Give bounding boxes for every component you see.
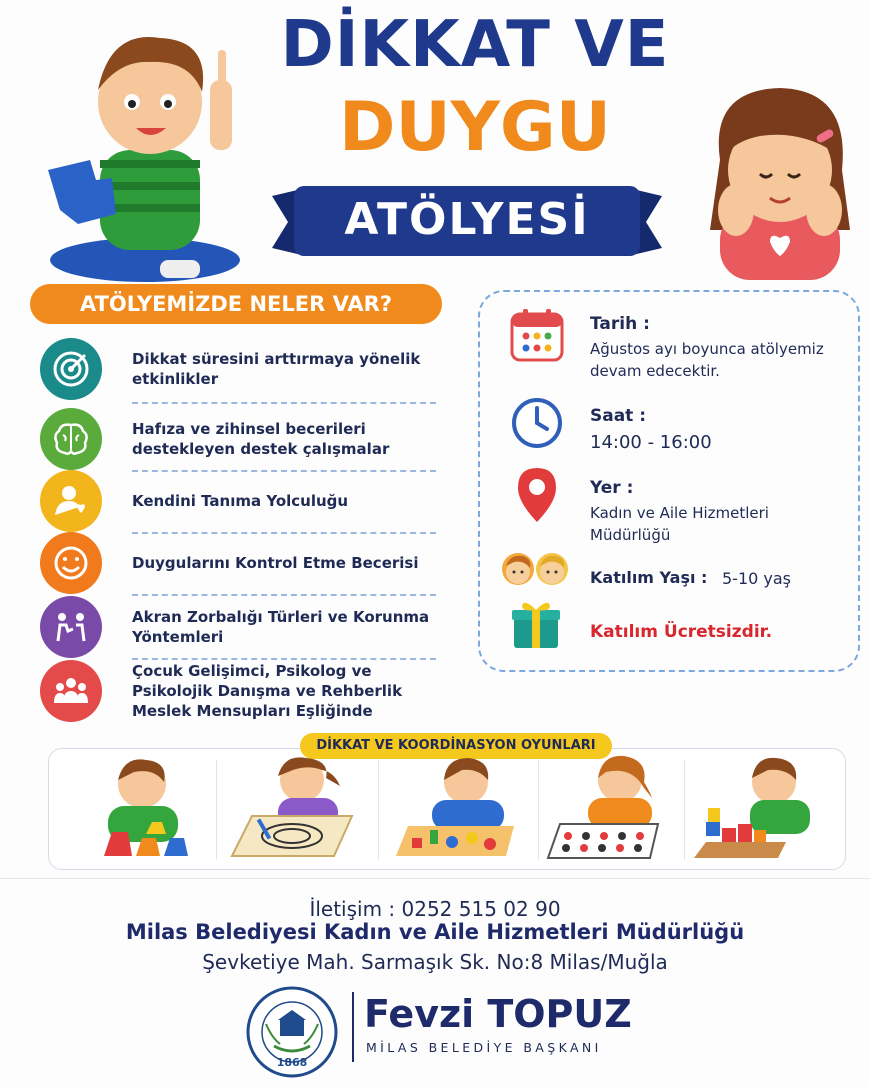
calendar-icon — [508, 306, 566, 364]
address: Şevketiye Mah. Sarmaşık Sk. No:8 Milas/Muğla — [202, 950, 668, 974]
games-separator — [216, 760, 217, 860]
footer-divider — [0, 878, 870, 879]
mayor-title: MİLAS BELEDİYE BAŞKANI — [366, 1040, 602, 1055]
list-item-text: Dikkat süresini arttırmaya yönelik etkinlikler — [132, 350, 421, 388]
games-heading: DİKKAT VE KOORDİNASYON OYUNLARI — [300, 733, 612, 759]
game-grid-board-illustration — [540, 752, 690, 864]
mayor-name: Fevzi TOPUZ — [364, 992, 632, 1036]
logo-year: 1868 — [276, 1056, 308, 1069]
list-item — [40, 470, 440, 534]
section-heading: ATÖLYEMİZDE NELER VAR? — [30, 284, 442, 324]
children-faces-icon — [500, 548, 570, 588]
boy-puzzle-illustration — [40, 10, 250, 282]
list-item-text: Kendini Tanıma Yolculuğu — [132, 492, 349, 510]
target-icon — [40, 338, 102, 400]
game-maze-drawing-illustration — [222, 752, 372, 864]
game-pegboard-illustration — [382, 752, 532, 864]
list-item — [40, 338, 440, 402]
list-item-text: Duygularını Kontrol Etme Becerisi — [132, 554, 419, 572]
list-item — [40, 532, 440, 596]
date-value: Ağustos ayı boyunca atölyemiz devam edecektir. — [590, 340, 824, 380]
age-label: Katılım Yaşı : — [590, 568, 708, 587]
title-line-1: DİKKAT VE — [280, 8, 670, 82]
group-icon — [40, 660, 102, 722]
divider — [132, 402, 436, 404]
clock-icon — [510, 396, 564, 450]
list-item-text: Akran Zorbalığı Türleri ve Korunma Yöntemleri — [132, 608, 430, 646]
title-line-2: DUYGU — [339, 88, 611, 167]
game-cups-illustration — [64, 752, 214, 864]
girl-thinking-illustration — [690, 80, 866, 280]
time-value: 14:00 - 16:00 — [590, 432, 712, 453]
location-pin-icon — [514, 466, 560, 524]
contact-phone: İletişim : 0252 515 02 90 — [309, 897, 561, 921]
title-ribbon-text: ATÖLYESİ — [344, 194, 590, 245]
age-value: 5-10 yaş — [722, 569, 792, 588]
game-blocks-illustration — [688, 752, 838, 864]
games-separator — [538, 760, 539, 860]
games-separator — [684, 760, 685, 860]
people-interaction-icon — [40, 596, 102, 658]
brain-icon — [40, 408, 102, 470]
list-item — [40, 408, 440, 472]
date-label: Tarih : — [590, 314, 650, 334]
list-item — [40, 660, 440, 724]
list-item — [40, 596, 440, 660]
games-separator — [378, 760, 379, 860]
free-participation-text: Katılım Ücretsizdir. — [590, 622, 773, 642]
organization-name: Milas Belediyesi Kadın ve Aile Hizmetleri Müdürlüğü — [125, 920, 745, 944]
smiley-icon — [40, 532, 102, 594]
self-heart-icon — [40, 470, 102, 532]
place-value: Kadın ve Aile Hizmetleri Müdürlüğü — [590, 504, 769, 544]
list-item-text: Hafıza ve zihinsel becerileri destekleyen destek çalışmalar — [132, 420, 390, 458]
logo-separator — [352, 992, 354, 1062]
list-item-text: Çocuk Gelişimci, Psikolog ve Psikolojik Danışma ve Rehberlik Meslek Mensupları Eşliğinde — [132, 662, 403, 720]
time-label: Saat : — [590, 406, 647, 426]
gift-icon — [510, 596, 562, 650]
place-label: Yer : — [590, 478, 634, 498]
